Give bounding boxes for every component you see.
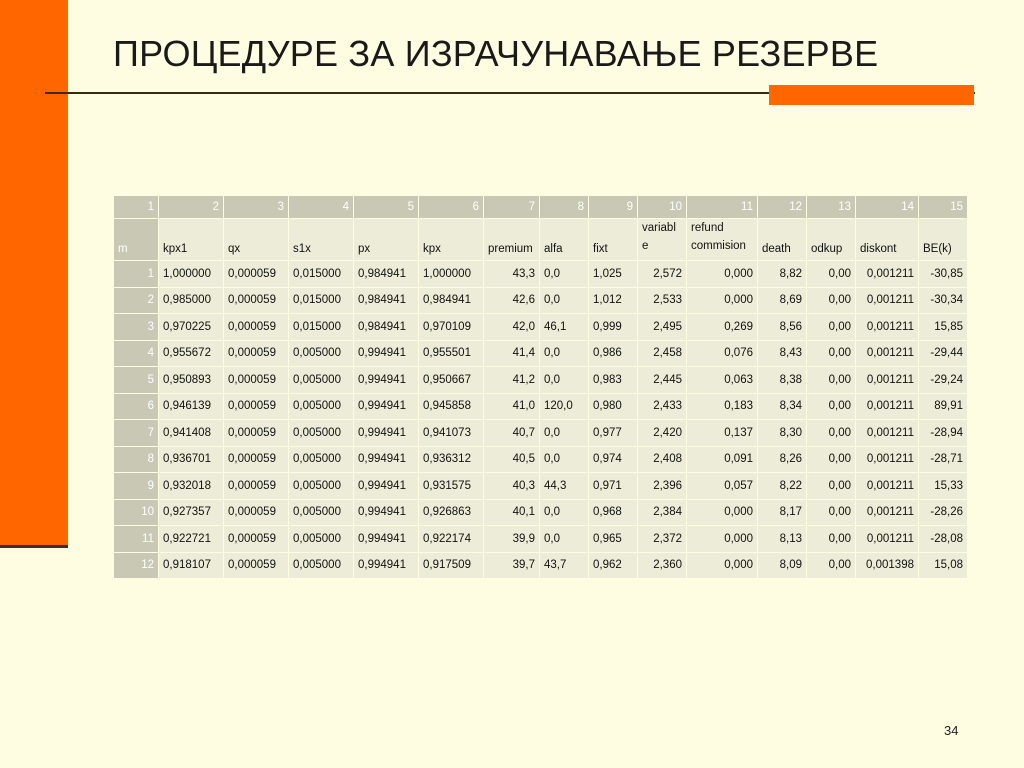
table-cell: 0,001211 (856, 341, 918, 367)
table-cell: 0,931575 (419, 473, 483, 499)
table-cell: -28,26 (919, 500, 967, 526)
header-line: refund (691, 222, 724, 234)
table-row (114, 500, 967, 526)
table-cell: 0,269 (687, 314, 757, 340)
table-cell: 2,533 (638, 288, 686, 314)
table-cell: 8,22 (758, 473, 806, 499)
header-cell-odkup: odkup (807, 219, 855, 260)
table-cell: 0,000059 (224, 447, 288, 473)
table-cell: 8,56 (758, 314, 806, 340)
table-cell: 2,420 (638, 420, 686, 446)
column-number-cell: 9 (589, 196, 637, 218)
table-cell: 2,372 (638, 526, 686, 552)
table-row (114, 341, 967, 367)
table-cell: 0,137 (687, 420, 757, 446)
table-cell: 0,015000 (289, 288, 353, 314)
table-cell: 2,360 (638, 553, 686, 579)
table-cell: 0,001211 (856, 314, 918, 340)
table-cell: 0,091 (687, 447, 757, 473)
left-bar-divider (0, 545, 68, 548)
table-cell: 2,396 (638, 473, 686, 499)
header-cell-m: m (114, 219, 158, 260)
header-cell-kpx: kpx (419, 219, 483, 260)
table-cell: 0,984941 (354, 288, 418, 314)
header-line: e (642, 240, 649, 252)
table-cell: 0,000 (687, 553, 757, 579)
table-cell: 0,057 (687, 473, 757, 499)
table-cell: 0,994941 (354, 473, 418, 499)
table-cell: 0,063 (687, 367, 757, 393)
table-cell: 0,985000 (159, 288, 223, 314)
table-cell: 0,001211 (856, 394, 918, 420)
table-cell: 2,384 (638, 500, 686, 526)
table-cell: 0,00 (807, 553, 855, 579)
table-cell: -29,44 (919, 341, 967, 367)
row-index-cell: 5 (114, 367, 158, 393)
left-accent-bar (0, 0, 68, 545)
table-cell: 0,0 (540, 420, 588, 446)
table-cell: 0,0 (540, 500, 588, 526)
table-cell: 0,005000 (289, 367, 353, 393)
table-row (114, 420, 967, 446)
table-cell: 0,001211 (856, 261, 918, 287)
table-cell: 0,000059 (224, 367, 288, 393)
table-cell: 0,941073 (419, 420, 483, 446)
table-cell: 0,00 (807, 473, 855, 499)
table-cell: 89,91 (919, 394, 967, 420)
table-cell: -30,34 (919, 288, 967, 314)
table-cell: 0,994941 (354, 420, 418, 446)
table-cell: 0,968 (589, 500, 637, 526)
table-row (114, 394, 967, 420)
table-cell: 1,000000 (159, 261, 223, 287)
column-number-cell: 11 (687, 196, 757, 218)
table-row (114, 447, 967, 473)
column-number-cell: 14 (856, 196, 918, 218)
table-cell: 0,936701 (159, 447, 223, 473)
header-line: commision (691, 240, 746, 252)
table-cell: 0,000 (687, 526, 757, 552)
table-cell: 0,00 (807, 526, 855, 552)
table-cell: 0,986 (589, 341, 637, 367)
table-cell: 0,932018 (159, 473, 223, 499)
table-cell: 0,000059 (224, 553, 288, 579)
header-cell-px: px (354, 219, 418, 260)
slide-title: ПРОЦЕДУРЕ ЗА ИЗРАЧУНАВАЊЕ РЕЗЕРВЕ (113, 33, 879, 74)
table-cell: 0,0 (540, 526, 588, 552)
table-cell: 0,917509 (419, 553, 483, 579)
table-cell: -28,71 (919, 447, 967, 473)
table-row (114, 367, 967, 393)
table-cell: 0,005000 (289, 473, 353, 499)
table-cell: 39,9 (484, 526, 539, 552)
table-cell: 0,001211 (856, 500, 918, 526)
column-number-cell: 1 (114, 196, 158, 218)
table-cell: 8,38 (758, 367, 806, 393)
table-cell: 1,012 (589, 288, 637, 314)
table-cell: 43,3 (484, 261, 539, 287)
table-row (114, 314, 967, 340)
header-line: variabl (642, 222, 676, 234)
row-index-cell: 8 (114, 447, 158, 473)
table-cell: 0,984941 (419, 288, 483, 314)
table-cell: 39,7 (484, 553, 539, 579)
column-number-row (114, 196, 967, 218)
table-cell: 1,000000 (419, 261, 483, 287)
table-cell: 42,6 (484, 288, 539, 314)
table-cell: 0,001211 (856, 473, 918, 499)
header-cell-be-k-: BE(k) (919, 219, 967, 260)
table-cell: 0,183 (687, 394, 757, 420)
table-cell: 0,00 (807, 341, 855, 367)
table-row (114, 261, 967, 287)
table-cell: 120,0 (540, 394, 588, 420)
table-cell: 8,43 (758, 341, 806, 367)
header-cell-s1x: s1x (289, 219, 353, 260)
table-cell: 0,000059 (224, 500, 288, 526)
column-number-cell: 2 (159, 196, 223, 218)
table-cell: 41,0 (484, 394, 539, 420)
table-cell: 0,000059 (224, 341, 288, 367)
row-index-cell: 12 (114, 553, 158, 579)
header-row (114, 219, 967, 260)
table-cell: 2,495 (638, 314, 686, 340)
table-row (114, 288, 967, 314)
table-cell: 0,946139 (159, 394, 223, 420)
table-cell: 0,965 (589, 526, 637, 552)
table-cell: 0,000 (687, 500, 757, 526)
table-cell: 0,000 (687, 261, 757, 287)
table-cell: 0,994941 (354, 341, 418, 367)
table-cell: 0,001398 (856, 553, 918, 579)
table-cell: 0,000059 (224, 261, 288, 287)
table-cell: 0,999 (589, 314, 637, 340)
table-cell: 0,955672 (159, 341, 223, 367)
table-cell: 0,000059 (224, 394, 288, 420)
header-label (691, 219, 746, 255)
table-cell: 0,005000 (289, 394, 353, 420)
table-cell: 8,09 (758, 553, 806, 579)
table-cell: 0,994941 (354, 553, 418, 579)
table-cell: 1,025 (589, 261, 637, 287)
header-cell-death: death (758, 219, 806, 260)
row-index-cell: 6 (114, 394, 158, 420)
table-cell: 0,927357 (159, 500, 223, 526)
table-row (114, 526, 967, 552)
table-cell: 2,433 (638, 394, 686, 420)
table-cell: 40,7 (484, 420, 539, 446)
table-cell: 8,30 (758, 420, 806, 446)
table-cell: 0,00 (807, 500, 855, 526)
table-cell: 0,962 (589, 553, 637, 579)
header-cell-alfa: alfa (540, 219, 588, 260)
table-cell: 41,2 (484, 367, 539, 393)
table-cell: 0,005000 (289, 341, 353, 367)
table-cell: 0,984941 (354, 261, 418, 287)
header-cell-diskont: diskont (856, 219, 918, 260)
column-number-cell: 15 (919, 196, 967, 218)
table-cell: 0,0 (540, 288, 588, 314)
table-cell: 0,005000 (289, 447, 353, 473)
table-cell: 0,001211 (856, 526, 918, 552)
table-cell: 0,994941 (354, 500, 418, 526)
table-cell: 8,82 (758, 261, 806, 287)
table-cell: 0,000059 (224, 314, 288, 340)
table-cell: 0,971 (589, 473, 637, 499)
table-cell: 0,005000 (289, 526, 353, 552)
column-number-cell: 8 (540, 196, 588, 218)
table-cell: 15,33 (919, 473, 967, 499)
table-cell: 0,001211 (856, 447, 918, 473)
table-cell: 0,950893 (159, 367, 223, 393)
table-cell: 0,0 (540, 367, 588, 393)
table-cell: 0,001211 (856, 288, 918, 314)
table-row (114, 553, 967, 579)
table-cell: 40,5 (484, 447, 539, 473)
table-cell: 41,4 (484, 341, 539, 367)
column-number-cell: 6 (419, 196, 483, 218)
table-cell: 8,17 (758, 500, 806, 526)
table-cell: 0,970109 (419, 314, 483, 340)
table-cell: -29,24 (919, 367, 967, 393)
table-cell: 8,13 (758, 526, 806, 552)
header-cell-kpx1: kpx1 (159, 219, 223, 260)
table-cell: -30,85 (919, 261, 967, 287)
table-cell: 0,0 (540, 447, 588, 473)
table-cell: 40,1 (484, 500, 539, 526)
header-label (642, 219, 676, 255)
row-index-cell: 11 (114, 526, 158, 552)
table-cell: 0,926863 (419, 500, 483, 526)
table-cell: 0,950667 (419, 367, 483, 393)
table-cell: 0,945858 (419, 394, 483, 420)
row-index-cell: 7 (114, 420, 158, 446)
table-cell: 0,994941 (354, 394, 418, 420)
row-index-cell: 9 (114, 473, 158, 499)
table-cell: 46,1 (540, 314, 588, 340)
table-cell: 0,00 (807, 314, 855, 340)
table-cell: 0,918107 (159, 553, 223, 579)
table-cell: 0,922174 (419, 526, 483, 552)
table-cell: 15,08 (919, 553, 967, 579)
column-number-cell: 7 (484, 196, 539, 218)
table-cell: 0,984941 (354, 314, 418, 340)
table-cell: 0,001211 (856, 367, 918, 393)
column-number-cell: 12 (758, 196, 806, 218)
table-cell: 0,000059 (224, 526, 288, 552)
table-cell: 0,994941 (354, 447, 418, 473)
table-cell: 0,0 (540, 341, 588, 367)
table-cell: 0,005000 (289, 553, 353, 579)
header-cell-fixt: fixt (589, 219, 637, 260)
table-cell: 0,00 (807, 420, 855, 446)
row-index-cell: 10 (114, 500, 158, 526)
column-number-cell: 3 (224, 196, 288, 218)
table-cell: 43,7 (540, 553, 588, 579)
table-row (114, 473, 967, 499)
row-index-cell: 3 (114, 314, 158, 340)
table-cell: 8,69 (758, 288, 806, 314)
table-cell: 0,983 (589, 367, 637, 393)
title-accent-block (769, 85, 974, 105)
column-number-cell: 13 (807, 196, 855, 218)
column-number-cell: 10 (638, 196, 686, 218)
table-cell: 0,005000 (289, 500, 353, 526)
table-cell: 0,00 (807, 394, 855, 420)
table-cell: 0,015000 (289, 314, 353, 340)
header-cell-premium: premium (484, 219, 539, 260)
table-cell: 2,458 (638, 341, 686, 367)
row-index-cell: 4 (114, 341, 158, 367)
table-cell: 0,980 (589, 394, 637, 420)
table-cell: 42,0 (484, 314, 539, 340)
table-cell: 0,00 (807, 288, 855, 314)
table-cell: 0,005000 (289, 420, 353, 446)
table-cell: 0,00 (807, 261, 855, 287)
table-cell: 0,970225 (159, 314, 223, 340)
table-cell: 40,3 (484, 473, 539, 499)
table-cell: 0,00 (807, 367, 855, 393)
table-cell: 15,85 (919, 314, 967, 340)
table-cell: 44,3 (540, 473, 588, 499)
column-number-cell: 4 (289, 196, 353, 218)
table-cell: 0,941408 (159, 420, 223, 446)
table-cell: 0,000059 (224, 420, 288, 446)
table-cell: 2,408 (638, 447, 686, 473)
row-index-cell: 2 (114, 288, 158, 314)
table-cell: 8,34 (758, 394, 806, 420)
table-cell: 2,445 (638, 367, 686, 393)
table-cell: 0,974 (589, 447, 637, 473)
table-cell: -28,08 (919, 526, 967, 552)
table-cell: 0,000 (687, 288, 757, 314)
header-cell-qx: qx (224, 219, 288, 260)
page-number: 34 (944, 723, 959, 738)
table-cell: 0,955501 (419, 341, 483, 367)
header-cell-variable (638, 219, 686, 260)
header-cell-refund-commision (687, 219, 757, 260)
table-cell: 0,936312 (419, 447, 483, 473)
table-cell: 0,001211 (856, 420, 918, 446)
table-cell: 0,000059 (224, 288, 288, 314)
column-number-cell: 5 (354, 196, 418, 218)
table-cell: 0,015000 (289, 261, 353, 287)
table-cell: 0,922721 (159, 526, 223, 552)
table-cell: 0,977 (589, 420, 637, 446)
table-cell: 0,000059 (224, 473, 288, 499)
table-cell: 0,0 (540, 261, 588, 287)
table-cell: 2,572 (638, 261, 686, 287)
table-cell: 0,076 (687, 341, 757, 367)
row-index-cell: 1 (114, 261, 158, 287)
table-cell: -28,94 (919, 420, 967, 446)
table-cell: 8,26 (758, 447, 806, 473)
reserve-table (113, 195, 968, 579)
table-cell: 0,994941 (354, 367, 418, 393)
table-cell: 0,994941 (354, 526, 418, 552)
table-cell: 0,00 (807, 447, 855, 473)
